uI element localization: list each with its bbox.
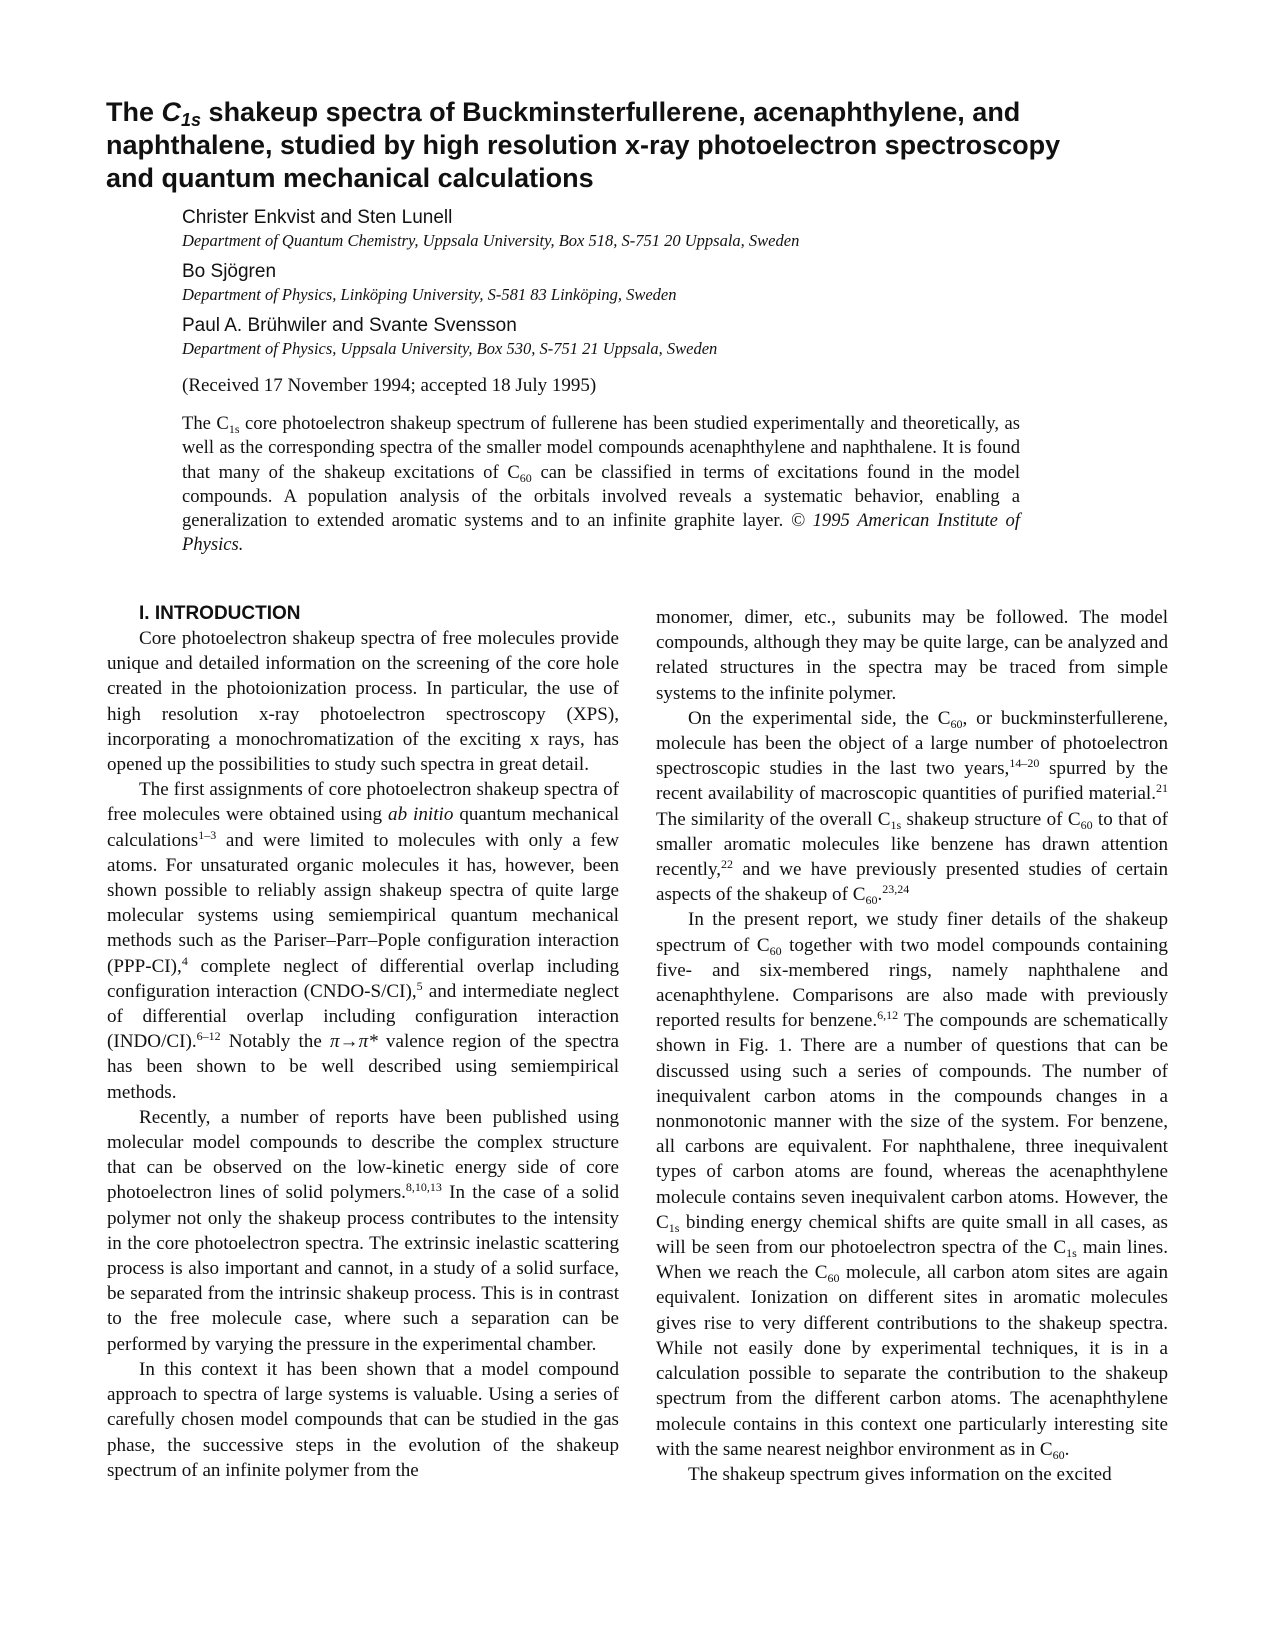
right-column [656,605,1168,1487]
title-symbol: $C_{1s}$ [161,97,202,130]
left-column [107,602,619,1483]
copyright-notice: © 1995 American Institute of Physics. [182,510,1020,556]
paragraph: The first assignments of core photoelectron shakeup spectra of free molecules were obtained using ab initio quantum mechanical calculations$^{1-3}$ and were limited to molecules with only a few atoms. For unsaturated organic molecules it has, however, been shown possible to reliably assign shakeup spectra of quite large molecular systems using semiempirical quantum mechanical methods such as the Pariser–Parr–Pople configuration interaction (PPP-CI),$^4$ complete neglect of differential overlap including configuration interaction (CNDO-S/CI),$^5$ and intermediate neglect of differential overlap including configuration interaction (INDO/CI).$^{6-12}$ Notably the π→π* valence region of the spectra has been shown to be well described using semiempirical methods. [107,779,620,1103]
paper-title: The $C_{1s}$ shakeup spectra of Buckminsterfullerene, acenaphthylene, and naphthalene, studied by high resolution x-ray photoelectron spectroscopy and quantum mechanical calculations [106,97,1061,193]
author-names: Bo Sjögren [182,261,277,282]
author-names: Christer Enkvist and Sten Lunell [182,207,453,228]
section-heading: I. INTRODUCTION [139,603,301,624]
paragraph: In the present report, we study finer details of the shakeup spectrum of $C_{60}$ together with two model compounds containing five- and six-membered rings, namely naphthalene and acenaphthylene. Comparisons are also made with previously reported results for benzene.$^{6,12}$ The compounds are schematically shown in Fig. 1. There are a number of questions that can be discussed using such a series of compounds. The number of inequivalent carbon atoms in the compounds changes in a nonmonotonic manner with the size of the system. For benzene, all carbons are equivalent. For naphthalene, three inequivalent types of carbon atoms are found, whereas the acenaphthylene molecule contains seven inequivalent carbon atoms. However, the $C_{1s}$ binding energy chemical shifts are quite small in all cases, as will be seen from our photoelectron spectra of the $C_{1s}$ main lines. When we reach the $C_{60}$ molecule, all carbon atom sites are again equivalent. Ionization on different sites in aromatic molecules gives rise to very different contributions to the shakeup spectra. While not easily done by experimental techniques, it is in a calculation possible to separate the contribution to the shakeup spectrum from the different carbon atoms. The acenaphthylene molecule contains in this context one particularly interesting site with the same nearest neighbor environment as in $C_{60}$. [656,909,1169,1462]
author-names: Paul A. Brühwiler and Svante Svensson [182,315,517,336]
front-matter [182,206,1020,558]
author-affiliation: Department of Physics, Uppsala University, Box 530, S-751 21 Uppsala, Sweden [182,339,718,358]
paragraph: Recently, a number of reports have been published using molecular model compounds to describe the complex structure that can be observed on the low-kinetic energy side of core photoelectron lines of solid polymers.$^{8,10,13}$ In the case of a solid polymer not only the shakeup process contributes to the intensity in the core photoelectron spectra. The extrinsic inelastic scattering process is also important and cannot, in a study of a solid surface, be separated from the intrinsic shakeup process. This is in contrast to the free molecule case, where such a separation can be performed by varying the pressure in the experimental chamber. [107,1106,619,1355]
paragraph: The shakeup spectrum gives information on the excited [688,1463,1112,1485]
paragraph: monomer, dimer, etc., subunits may be followed. The model compounds, although they may be quite large, can be analyzed and related structures in the spectra may be traced from simple systems to the infinite polymer. [656,607,1168,704]
paragraph: Core photoelectron shakeup spectra of free molecules provide unique and detailed information on the screening of the core hole created in the photoionization process. In particular, the use of high resolution x-ray photoelectron spectroscopy (XPS), incorporating a monochromatization of the exciting x rays, has opened up the possibilities to study such spectra in great detail. [107,628,619,776]
received-date: (Received 17 November 1994; accepted 18 July 1995) [182,375,597,396]
paragraph: On the experimental side, the $C_{60}$, or buckminsterfullerene, molecule has been the object of a large number of photoelectron spectroscopic studies in the last two years,$^{14-20}$ spurred by the recent availability of macroscopic quantities of purified material.$^{21}$ The similarity of the overall $C_{1s}$ shakeup structure of $C_{60}$ to that of smaller aromatic molecules like benzene has drawn attention recently,$^{22}$ and we have previously presented studies of certain aspects of the shakeup of $C_{60}.^{23,24}$ [656,707,1168,908]
abstract: The $C_{1s}$ core photoelectron shakeup spectrum of fullerene has been studied experimentally and theoretically, as well as the corresponding spectra of the smaller model compounds acenaphthylene and naphthalene. It is found that many of the shakeup excitations of $C_{60}$ can be classified in terms of excitations found in the model compounds. A population analysis of the orbitals involved reveals a systematic behavior, enabling a generalization to extended aromatic systems and to an infinite graphite layer. © 1995 American Institute of Physics. [182,413,1020,556]
author-affiliation: Department of Quantum Chemistry, Uppsala University, Box 518, S-751 20 Uppsala, Sweden [182,231,800,250]
paragraph: In this context it has been shown that a model compound approach to spectra of large systems is valuable. Using a series of carefully chosen model compounds that can be studied in the gas phase, the successive steps in the evolution of the shakeup spectrum of an infinite polymer from the [107,1358,619,1481]
author-affiliation: Department of Physics, Linköping University, S-581 83 Linköping, Sweden [182,285,677,304]
